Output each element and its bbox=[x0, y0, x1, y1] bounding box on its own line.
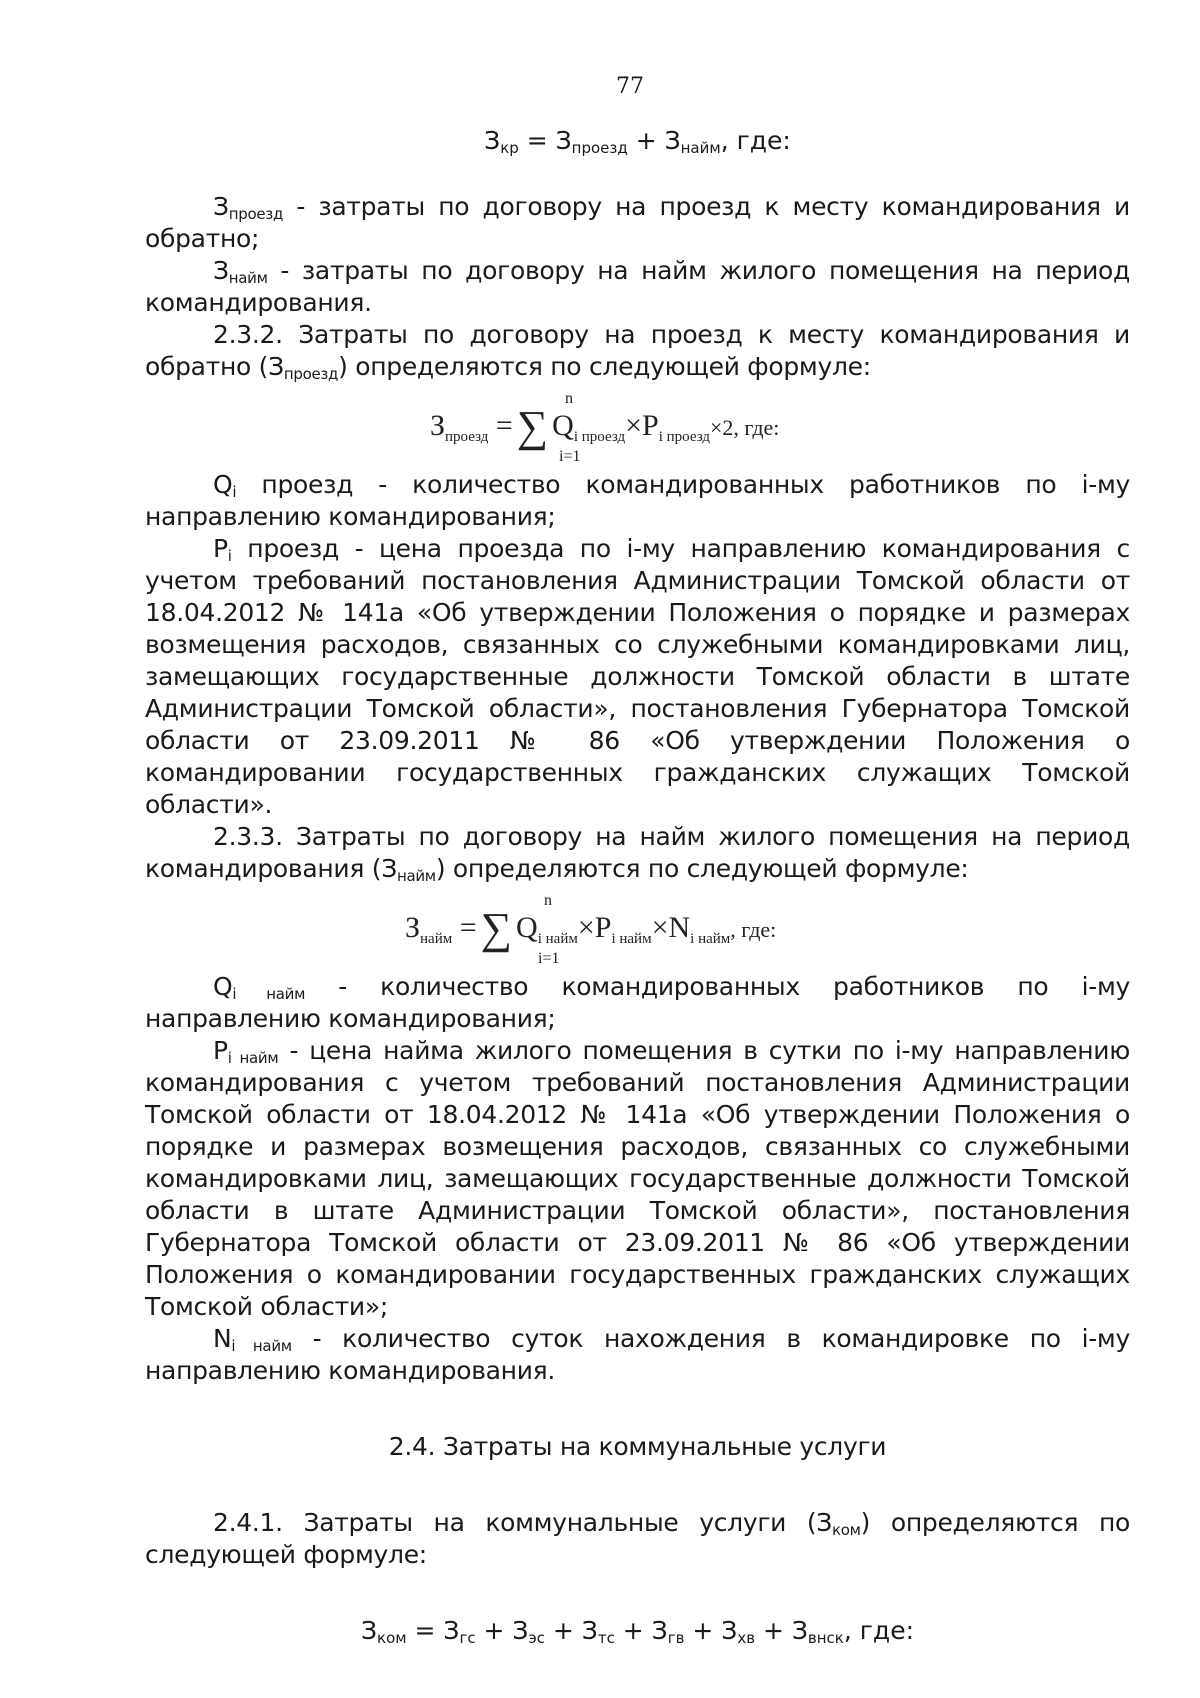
f3-p-sub: i найм bbox=[611, 931, 652, 947]
f3-lower-limit: i=1 bbox=[538, 950, 560, 967]
p241-a: 2.4.1. Затраты на коммунальные услуги (З bbox=[213, 1508, 833, 1537]
page-number: 77 bbox=[616, 74, 644, 99]
p233-sub: найм bbox=[396, 867, 436, 885]
f4-t1: гс bbox=[459, 1629, 476, 1647]
p232-sub: проезд bbox=[283, 365, 339, 383]
d4-sub: i bbox=[227, 547, 232, 565]
f1-lhs-sub: кр bbox=[500, 139, 519, 157]
f2-p-sub: i проезд bbox=[658, 429, 710, 445]
f3-n-sub: i найм bbox=[690, 931, 731, 947]
f4-t2: эс bbox=[528, 1629, 545, 1647]
formula-utilities bbox=[145, 1615, 1130, 1647]
f2-q: Q bbox=[552, 409, 574, 442]
definition-q-travel bbox=[145, 469, 1130, 533]
f4-lhs: З bbox=[360, 1616, 378, 1645]
f3-q: Q bbox=[516, 911, 538, 944]
d5-sym: Q bbox=[213, 972, 233, 1001]
formula-rent-sum bbox=[145, 885, 1130, 971]
formula-total-travel bbox=[145, 125, 1130, 157]
f4-s4: + З bbox=[614, 1616, 668, 1645]
f4-s3: + З bbox=[544, 1616, 598, 1645]
document-body bbox=[145, 125, 1130, 1647]
sigma-icon-2: ∑ bbox=[480, 904, 513, 953]
definition-n-rent bbox=[145, 1323, 1130, 1387]
f1-plus: + З bbox=[627, 126, 681, 155]
d2-text: - затраты по договору на найм жилого помещения на период командирования. bbox=[145, 256, 1130, 317]
definition-p-rent bbox=[145, 1035, 1130, 1323]
f2-lhs: З bbox=[430, 409, 446, 442]
formula-travel-sum bbox=[145, 383, 1130, 469]
d3-sub: i bbox=[232, 483, 237, 501]
f1-t1-sub: проезд bbox=[571, 139, 628, 157]
d3-text: проезд - количество командированных работников по i-му направлению командирования; bbox=[145, 470, 1130, 531]
f4-lhs-sub: ком bbox=[377, 1629, 407, 1647]
d1-text: - затраты по договору на проезд к месту командирования и обратно; bbox=[145, 192, 1130, 253]
f2-q-sub: i проезд bbox=[573, 429, 626, 445]
d6-text: - цена найма жилого помещения в сутки по i-му направлению командирования с учетом требований постановления Администрации Томской области от 18.04.2012 № 141а «Об утверждении Положения о порядке и размерах возмещения расходов, связанных со служебными командировками лиц, замещающих государственные должности Томской области в штате Администрации Томской области», постановления Губернатора Томской области от 23.09.2011 № 86 «Об утверждении Положения о командировании государственных гражданских служащих Томской области»; bbox=[145, 1036, 1130, 1321]
f3-lhs-sub: найм bbox=[420, 931, 453, 947]
f2-eq: = bbox=[495, 409, 513, 442]
d5-text: - количество командированных работников по i-му направлению командирования; bbox=[145, 972, 1131, 1033]
f1-t2-sub: найм bbox=[680, 139, 721, 157]
f2-upper-limit: n bbox=[565, 390, 573, 407]
definition-travel bbox=[145, 191, 1130, 255]
p233-b: ) определяются по следующей формуле: bbox=[435, 854, 969, 883]
f3-row bbox=[405, 904, 777, 953]
f4-t5: хв bbox=[737, 1629, 756, 1647]
f3-p: ×P bbox=[577, 911, 612, 944]
f3-n: ×N bbox=[651, 911, 691, 944]
d3-sym: Q bbox=[213, 470, 233, 499]
section-heading-2-4: 2.4. Затраты на коммунальные услуги bbox=[388, 1432, 887, 1461]
d7-sym: N bbox=[213, 1324, 232, 1353]
definition-q-rent bbox=[145, 971, 1130, 1035]
paragraph-2-3-3 bbox=[145, 821, 1130, 885]
f4-s5: + З bbox=[684, 1616, 738, 1645]
d4-text: проезд - цена проезда по i-му направлению командирования с учетом требований постановления Администрации Томской области от 18.04.2012 № 141а «Об утверждении Положения о порядке и размерах возмещения расходов, связанных со служебными командировками лиц, замещающих государственные должности Томской области в штате Администрации Томской области», постановления Губернатора Томской области от 23.09.2011 № 86 «Об утверждении Положения о командировании государственных гражданских служащих Томской области». bbox=[145, 534, 1130, 819]
d2-sub: найм bbox=[228, 269, 268, 287]
f2-lower-limit: i=1 bbox=[559, 448, 581, 465]
f4-t6: внск bbox=[807, 1629, 844, 1647]
d4-sym: P bbox=[213, 534, 228, 563]
f2-p: ×P bbox=[625, 409, 659, 442]
f3-eq: = bbox=[459, 911, 477, 944]
f3-lhs: З bbox=[405, 911, 421, 944]
d7-sub: i найм bbox=[231, 1337, 292, 1355]
p233-a: 2.3.3. Затраты по договору на найм жилого помещения на период командирования (З bbox=[145, 822, 1130, 883]
p232-a: 2.3.2. Затраты по договору на проезд к месту командирования и обратно (З bbox=[145, 320, 1130, 381]
p241-sub: ком bbox=[832, 1521, 861, 1539]
f3-upper-limit: n bbox=[544, 892, 552, 909]
sigma-icon: ∑ bbox=[516, 402, 549, 451]
f4-s1: = З bbox=[406, 1616, 460, 1645]
d6-sub: i найм bbox=[227, 1049, 279, 1067]
p241-b: ) определяются по следующей формуле: bbox=[145, 1508, 1130, 1569]
d5-sub: i найм bbox=[232, 985, 306, 1003]
f3-tail: , где: bbox=[730, 917, 777, 942]
f4-t4: гв bbox=[667, 1629, 685, 1647]
paragraph-2-3-2 bbox=[145, 319, 1130, 383]
paragraph-2-4-1 bbox=[145, 1507, 1130, 1571]
d1-sub: проезд bbox=[228, 205, 284, 223]
definition-rent bbox=[145, 255, 1130, 319]
f1-tail: , где: bbox=[720, 126, 791, 155]
f4-tail: , где: bbox=[843, 1616, 914, 1645]
f4-s2: + З bbox=[475, 1616, 529, 1645]
f2-lhs-sub: проезд bbox=[445, 429, 489, 445]
f1-lhs: З bbox=[484, 126, 501, 155]
f3-q-sub: i найм bbox=[537, 931, 578, 947]
f1-eq: = З bbox=[518, 126, 572, 155]
d6-sym: P bbox=[213, 1036, 228, 1065]
f2-tail: ×2, где: bbox=[709, 415, 780, 440]
definition-p-travel bbox=[145, 533, 1130, 821]
p232-b: ) определяются по следующей формуле: bbox=[338, 352, 871, 381]
d7-text: - количество суток нахождения в командировке по i-му направлению командирования. bbox=[145, 1324, 1130, 1385]
d1-sym: З bbox=[213, 192, 229, 221]
f4-t3: тс bbox=[597, 1629, 615, 1647]
d2-sym: З bbox=[213, 256, 229, 285]
f4-s6: + З bbox=[755, 1616, 808, 1645]
f2-row bbox=[430, 402, 780, 451]
